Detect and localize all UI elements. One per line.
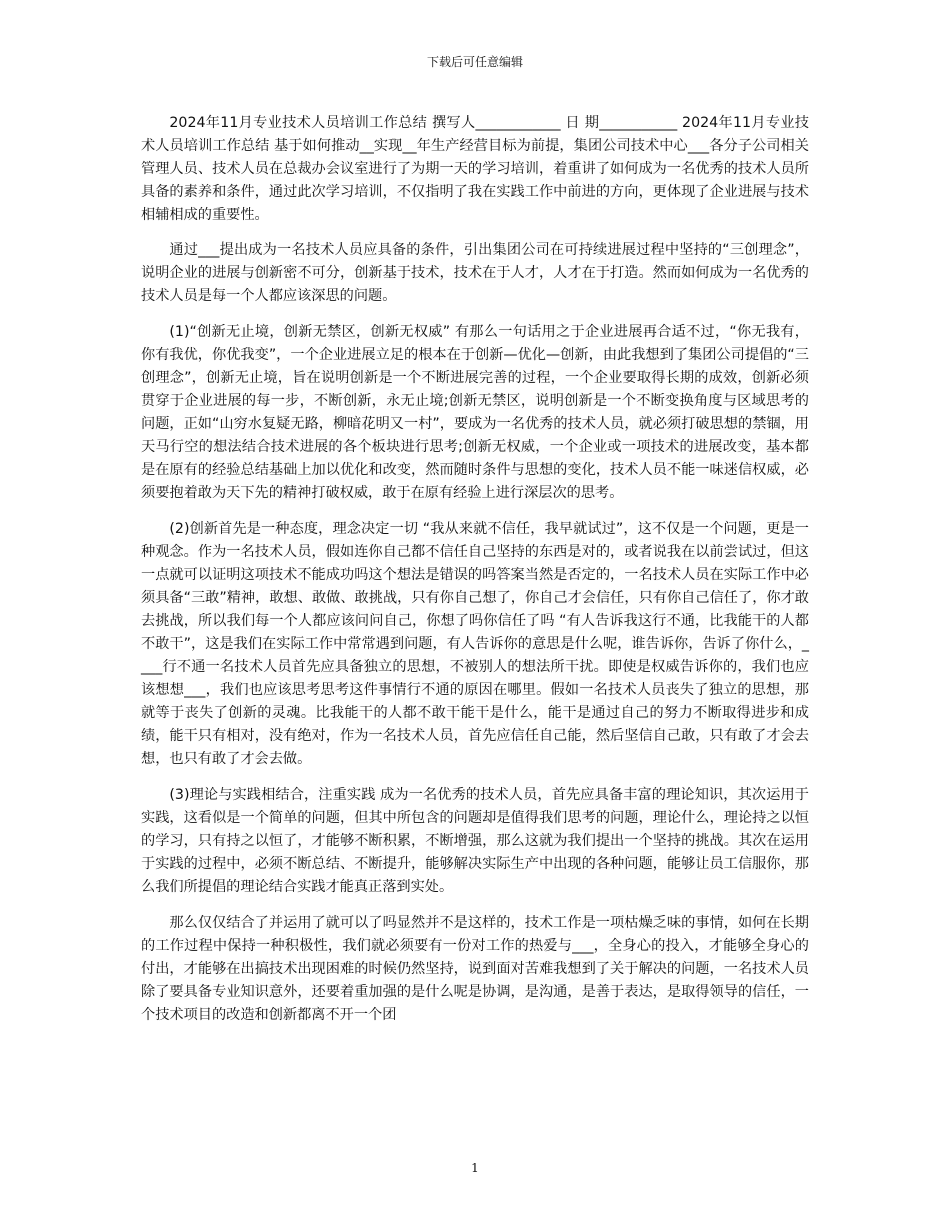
paragraph-three-innovation: 通过___提出成为一名技术人员应具备的条件，引出集团公司在可持续进展过程中坚持的“三创理念”，说明企业的进展与创新密不可分，创新基于技术，技术在于人才，人才在于打造。然而如何成为一名优秀的技术人员是每一个人都应该深思的问题。 [141, 242, 809, 304]
paragraph-point-3: (3)理论与实践相结合，注重实践 成为一名优秀的技术人员，首先应具备丰富的理论知识，其次运用于实践，这看似是一个简单的问题，但其中所包含的问题却是值得我们思考的问题，理论什么，理论持之以恒的学习，只有持之以恒了，才能够不断积累，不断增强，那么这就为我们提出一个坚持的挑战。其次在运用于实践的过程中，必须不断总结、不断提升，能够解决实际生产中出现的各种问题，能够让员工信服你，那么我们所提倡的理论结合实践才能真正落到实处。 [141, 787, 809, 895]
page-header: 下载后可任意编辑 [426, 55, 523, 69]
paragraph-point-2: (2)创新首先是一种态度，理念决定一切 “我从来就不信任，我早就试过”，这不仅是一个问题，更是一种观念。作为一名技术人员，假如连你自己都不信任自己坚持的东西是对的，或者说我在以前尝试过，但这一点就可以证明这项技术不能成功吗这个想法是错误的吗答案当然是否定的，一名技术人员在实际工作中必须具备“三敢”精神，敢想、敢做、敢挑战，只有你自己想了，你自己才会信任，只有你自己信任了，你才敢去挑战，所以我们每一个人都应该问问自己，你想了吗你信任了吗 “有人告诉我这行不通，比我能干的人都不敢干”，这是我们在实际工作中常常遇到问题，有人告诉你的意思是什么呢，谁告诉你，告诉了你什么，____行不通一名技术人员首先应具备独立的思想，不被别人的想法所干扰。即使是权威告诉你的，我们也应该想想___，我们也应该思考思考这件事情行不通的原因在哪里。假如一名技术人员丧失了独立的思想，那就等于丧失了创新的灵魂。比我能干的人都不敢干能干是什么，能干是通过自己的努力不断取得进步和成绩，能干只有相对，没有绝对，作为一名技术人员，首先应信任自己能，然后坚信自己敢，只有敢了才会去想，也只有敢了才会去做。 [141, 521, 809, 767]
paragraph-point-1: (1)“创新无止境，创新无禁区，创新无权威” 有那么一句话用之于企业进展再合适不过，“你无我有，你有我优，你优我变”，一个企业进展立足的根本在于创新—优化—创新，由此我想到了集团公司提倡的“三创理念”，创新无止境，旨在说明创新是一个不断进展完善的过程，一个企业要取得长期的成效，创新必须贯穿于企业进展的每一步，不断创新，永无止境;创新无禁区，说明创新是一个不断变换角度与区域思考的问题，正如“山穷水复疑无路，柳暗花明又一村”，要成为一名优秀的技术人员，就必须打破思想的禁锢，用天马行空的想法结合技术进展的各个板块进行思考;创新无权威，一个企业或一项技术的进展改变，基本都是在原有的经验总结基础上加以优化和改变，然而随时条件与思想的变化，技术人员不能一味迷信权威，必须要抱着敢为天下先的精神打破权威，敢于在原有经验上进行深层次的思考。 [141, 324, 809, 501]
paragraph-title-intro: 2024年11月专业技术人员培训工作总结 撰写人____________ 日 期___________ 2024年11月专业技术人员培训工作总结 基于如何推动__实现__年生产经营目标为前提，集团公司技术中心___各分子公司相关管理人员、技术人员在总裁办会议室进行了为期一天的学习培训，着重讲了如何成为一名优秀的技术人员所具备的素养和条件，通过此次学习培训，不仅指明了我在实践工作中前进的方向，更体现了企业进展与技术相辅相成的重要性。 [141, 115, 809, 223]
paragraph-continuation: 那么仅仅结合了并运用了就可以了吗显然并不是这样的，技术工作是一项枯燥乏味的事情，如何在长期的工作过程中保持一种积极性，我们就必须要有一份对工作的热爱与___，全身心的投入，才能够全身心的付出，才能够在出搞技术出现困难的时候仍然坚持，说到面对苦难我想到了关于解决的问题，一名技术人员除了要具备专业知识意外，还要着重加强的是什么呢是协调，是沟通，是善于表达，是取得领导的信任，一个技术项目的改造和创新都离不开一个团 [141, 915, 809, 1023]
page-number: 1 [471, 1161, 479, 1175]
document-body [141, 112, 809, 1027]
